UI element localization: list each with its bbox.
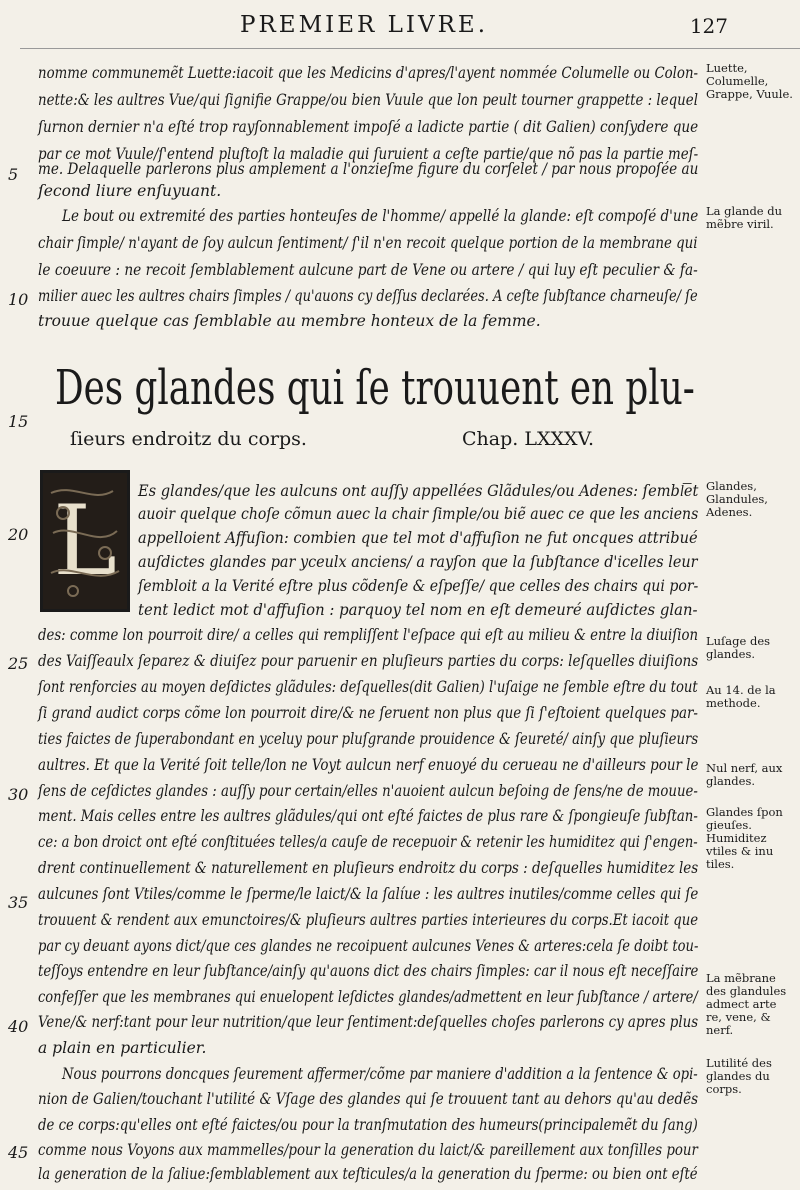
text-line: ſont renforcies au moyen deſdictes glãdules: deſquelles(dit Galien) l'uſaige ne ſemble eſtre du tout bbox=[38, 678, 698, 696]
text-line: Vene/& nerf:tant pour leur nutrition/que leur ſentiment:deſquelles choſes parlerons cy apres plus bbox=[38, 1013, 699, 1031]
text-line: de ce corps:qu'elles ont eſté faictes/ou pour la tranſmutation des humeurs(principalemẽt du ſang) bbox=[38, 1116, 698, 1134]
line-number: 30 bbox=[8, 785, 29, 804]
margin-note: Luette, Columelle, Grappe, Vuule. bbox=[706, 61, 793, 101]
text-line: auoir quelque choſe cõmun auec la chair ſimple/ou biẽ auec ce que les anciens bbox=[138, 505, 699, 523]
margin-note: Glandes, Glandules, Adenes. bbox=[706, 479, 768, 519]
text-line: drent continuellement & naturellement en pluſieurs endroitz du corps : deſquelles humiditez les bbox=[38, 859, 699, 877]
text-line: par cy deuant ayons dict/que ces glandes ne recoipuent aulcunes Venes & arteres:cela ſe doibt tou- bbox=[38, 937, 699, 955]
text-line: milier auec les aultres chairs ſimples / qu'auons cy deſſus declarées. A ceſte ſubſtance charneuſe/ ſe bbox=[38, 287, 698, 305]
text-line: chair ſimple/ n'ayant de ſoy aulcun ſentiment/ ſ'il n'en recoit quelque portion de la membrane qui bbox=[38, 234, 698, 252]
foliage-ornament bbox=[43, 473, 127, 609]
text-line: ſecond liure enſuyuant. bbox=[38, 182, 222, 200]
text-line: ment. Mais celles entre les aultres glãdules/qui ont eſté faictes de plus rare & ſpongieuſe ſubſtan- bbox=[38, 807, 698, 825]
chapter-title: Des glandes qui ſe trouuent en plu- bbox=[55, 360, 695, 416]
text-line: des: comme lon pourroit dire/ a celles qui rempliſſent l'eſpace qui eſt au milieu & entre la diuiſion bbox=[38, 626, 698, 644]
text-line: comme nous Voyons aux mammelles/pour la generation du laict/& pareillement aux tonſilles pour bbox=[38, 1141, 698, 1159]
text-line: Nous pourrons doncques ſeurement affermer/cõme par maniere d'addition a la ſentence & opi- bbox=[62, 1065, 698, 1083]
drop-cap-letter: L bbox=[53, 485, 117, 597]
chapter-subtitle: ſieurs endroitz du corps. bbox=[70, 428, 307, 450]
text-line: a plain en particulier. bbox=[38, 1039, 207, 1057]
line-number: 45 bbox=[8, 1143, 29, 1162]
line-number: 25 bbox=[8, 654, 29, 673]
text-line: trouue quelque cas ſemblable au membre honteux de la femme. bbox=[38, 312, 541, 330]
text-line: auſdictes glandes par yceulx anciens/ a rayſon que la ſubſtance d'icelles leur bbox=[138, 553, 698, 571]
text-line: Es glandes/que les aulcuns ont auſſy appellées Glãdules/ou Adenes: ſembl͞et bbox=[138, 482, 699, 500]
text-line: appelloient Affuſion: combien que tel mot d'affuſion ne fut oncques attribué bbox=[138, 529, 698, 547]
text-line: confeſſer que les membranes qui enuelopent leſdictes glandes/admettent en leur ſubſtance / artere/ bbox=[38, 988, 698, 1006]
text-line: ſens de ceſdictes glandes : auſſy pour certain/elles n'auoient aulcun beſoing de ſens/ne de mouue- bbox=[38, 782, 698, 800]
text-line: trouuent & rendent aux emunctoires/& pluſieurs aultres parties interieures du corps.Et iacoit que bbox=[38, 911, 699, 929]
text-line: ſembloit a la Verité eſtre plus cõdenſe & eſpeſſe/ que celles des chairs qui por- bbox=[138, 577, 699, 595]
page-number: 127 bbox=[689, 14, 728, 38]
text-line: aulcunes ſont Vtiles/comme le ſperme/le laict/& la ſalíue : les aultres inutiles/comme celles qui ſe bbox=[38, 885, 699, 903]
text-line: ce: a bon droict ont eſté conſtituées telles/a cauſe de recepuoir & retenir les humiditez qui ſ'engen- bbox=[38, 833, 698, 851]
line-number: 40 bbox=[8, 1017, 29, 1036]
text-line: teſſoys entendre en leur ſubſtance/ainſy qu'auons dict des chairs ſimples: car il nous eſt neceſſaire bbox=[38, 962, 699, 980]
header-rule bbox=[20, 48, 800, 49]
chapter-number: Chap. LXXXV. bbox=[462, 428, 594, 450]
line-number: 35 bbox=[8, 893, 29, 912]
margin-note: Au 14. de la methode. bbox=[706, 683, 776, 710]
line-number: 15 bbox=[8, 412, 29, 431]
text-line: Le bout ou extremité des parties honteuſes de l'homme/ appellé la glande: eſt compoſé d'une bbox=[62, 207, 699, 225]
margin-note: Luſage des glandes. bbox=[706, 634, 771, 661]
text-line: tent ledict mot d'affuſion : parquoy tel nom en eſt demeuré auſdictes glan- bbox=[138, 601, 698, 619]
text-line: ſurnon dernier n'a eſté trop rayſonnablement impoſé a ladicte partie ( dit Galien) conſydere que bbox=[38, 118, 699, 136]
text-line: le coeuure : ne recoit ſemblablement aulcune part de Vene ou artere / qui luy eſt peculier & fa- bbox=[38, 261, 698, 279]
margin-note: Nul nerf, aux glandes. bbox=[706, 761, 783, 788]
text-line: la generation de la ſaliue:ſemblablement aux teſticules/a la generation du ſperme: ou bien ont eſté bbox=[38, 1165, 698, 1183]
text-line: des Vaiſſeaulx ſeparez & diuiſez pour paruenir en pluſieurs parties du corps: leſquelles diuiſions bbox=[38, 652, 699, 670]
line-number: 20 bbox=[8, 525, 29, 544]
margin-note: Lutilité des glandes du corps. bbox=[706, 1056, 772, 1096]
text-line: nomme communemẽt Luette:iacoit que les Medicins d'apres/l'ayent nommée Columelle ou Colon- bbox=[38, 64, 699, 82]
margin-note: La mẽbrane des glandules admect arte re, vene, & nerf. bbox=[706, 971, 787, 1037]
text-line: aultres. Et que la Verité ſoit telle/lon ne Voyt aulcun nerf enuoyé du cerueau ne d'ailleurs pour le bbox=[38, 756, 699, 774]
line-number: 5 bbox=[8, 165, 19, 184]
text-line: me. Delaquelle parlerons plus amplement a l'onzieſme figure du corſelet / par nous propoſée au bbox=[38, 160, 699, 178]
text-line: nette:& les aultres Vue/qui ſignifie Grappe/ou bien Vuule que lon peult tourner grappette : lequel bbox=[38, 91, 698, 109]
margin-note: Glandes ſpon gieuſes. Humiditez vtiles & inu tiles. bbox=[706, 805, 783, 871]
text-line: par ce mot Vuule/ſ'entend pluſtoſt la maladie qui ſuruient a ceſte partie/que nõ pas la partie meſ- bbox=[38, 145, 699, 163]
text-line: ties faictes de ſuperabondant en yceluy pour pluſgrande prouidence & ſeureté/ ainſy que pluſieurs bbox=[38, 730, 699, 748]
decorated-initial bbox=[40, 470, 130, 612]
margin-note: La glande du mẽbre viril. bbox=[706, 204, 783, 231]
text-line: nion de Galien/touchant l'utilité & Vſage des glandes qui ſe trouuent tant au dehors qu'au dedẽs bbox=[38, 1090, 699, 1108]
text-line: ſi grand audict corps cõme lon pourroit dire/& ne ſeruent non plus que ſi ſ'eſtoient quelques par- bbox=[38, 704, 698, 722]
line-number: 10 bbox=[8, 290, 29, 309]
running-header: PREMIER LIVRE. bbox=[240, 12, 489, 38]
